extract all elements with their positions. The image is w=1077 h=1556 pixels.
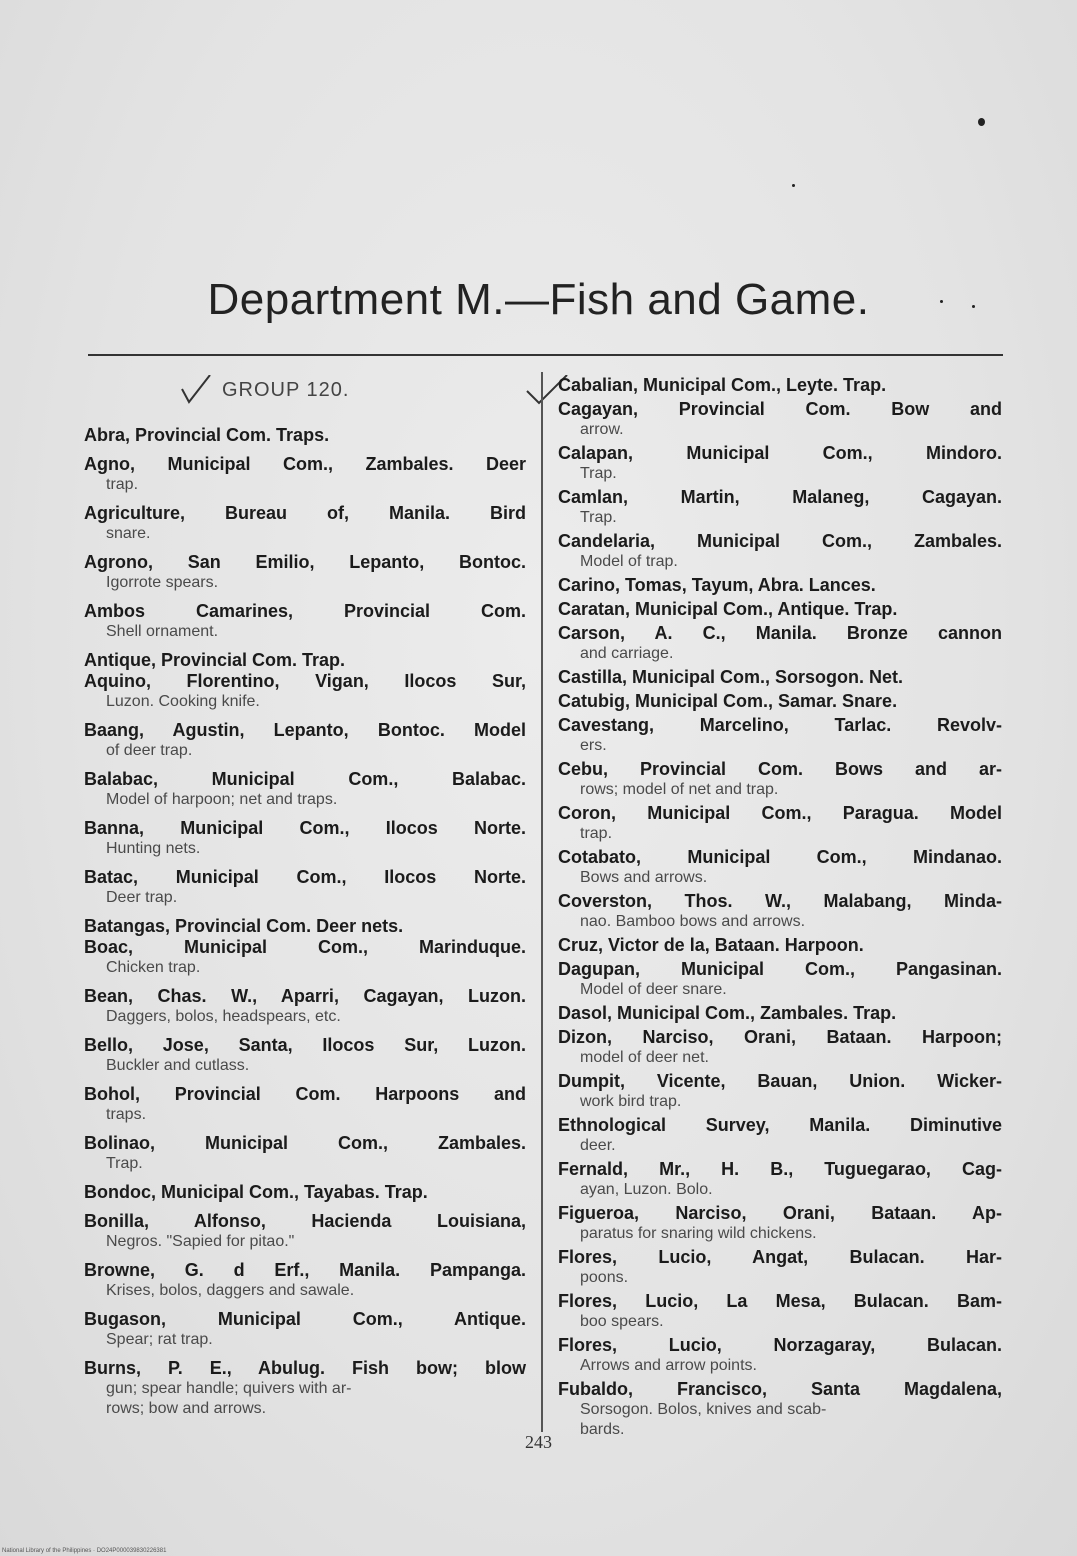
entry-description: deer.: [580, 1137, 616, 1154]
entry-heading: Coron, Municipal Com., Paragua. Model: [558, 803, 1002, 823]
entry-heading: Fubaldo, Francisco, Santa Magdalena,: [558, 1379, 1002, 1399]
right-column: [558, 375, 1002, 1443]
ink-speck: [940, 300, 943, 303]
catalog-entry: [558, 1291, 1002, 1332]
footer-note: National Library of the Philippines · DO24P000039830226381: [2, 1548, 167, 1554]
catalog-entry: [84, 552, 526, 593]
entry-heading: Cagayan, Provincial Com. Bow and: [558, 399, 1002, 419]
entry-description: Chicken trap.: [106, 959, 201, 976]
catalog-entry: [558, 715, 1002, 756]
entry-heading: Bondoc, Municipal Com., Tayabas. Trap.: [84, 1182, 428, 1202]
entry-heading: Dagupan, Municipal Com., Pangasinan.: [558, 959, 1002, 979]
catalog-entry: [558, 399, 1002, 440]
entry-description: traps.: [106, 1106, 147, 1123]
catalog-entry: [84, 769, 526, 810]
entry-description: Model of trap.: [580, 553, 678, 570]
catalog-entry: [558, 1071, 1002, 1112]
catalog-entry: [558, 1247, 1002, 1288]
entry-heading: Bonilla, Alfonso, Hacienda Louisiana,: [84, 1211, 526, 1231]
entry-heading: Dumpit, Vicente, Bauan, Union. Wicker-: [558, 1071, 1002, 1091]
catalog-entry: [558, 1027, 1002, 1068]
entry-description: model of deer net.: [580, 1049, 709, 1066]
entry-heading: Cavestang, Marcelino, Tarlac. Revolv-: [558, 715, 1002, 735]
catalog-entry: [84, 1133, 526, 1174]
ink-speck: [972, 305, 975, 308]
catalog-entry: [84, 1358, 526, 1419]
catalog-entry: [558, 1115, 1002, 1156]
entry-description: poons.: [580, 1269, 629, 1286]
catalog-entry: [558, 1159, 1002, 1200]
entry-description: work bird trap.: [580, 1093, 682, 1110]
catalog-entry: [84, 1309, 526, 1350]
entry-description: Arrows and arrow points.: [580, 1357, 757, 1374]
ink-speck: [978, 118, 985, 126]
entry-description: Bows and arrows.: [580, 869, 708, 886]
entry-description: of deer trap.: [106, 742, 193, 759]
catalog-entry: [84, 425, 526, 446]
catalog-entry: [558, 375, 1002, 396]
catalog-entry: [558, 1003, 1002, 1024]
entry-description: Spear; rat trap.: [106, 1331, 213, 1348]
entry-heading: Baang, Agustin, Lepanto, Bontoc. Model: [84, 720, 526, 740]
entry-heading: Agriculture, Bureau of, Manila. Bird: [84, 503, 526, 523]
catalog-entry: [558, 1379, 1002, 1440]
entry-description: Trap.: [580, 465, 617, 482]
column-divider: [541, 372, 543, 1432]
entry-heading: Dasol, Municipal Com., Zambales. Trap.: [558, 1003, 897, 1023]
catalog-entry: [558, 487, 1002, 528]
entry-description: Igorrote spears.: [106, 574, 219, 591]
catalog-entry: [84, 1182, 526, 1203]
catalog-entry: [558, 531, 1002, 572]
entry-heading: Ethnological Survey, Manila. Diminutive: [558, 1115, 1002, 1135]
entry-heading: Flores, Lucio, Norzagaray, Bulacan.: [558, 1335, 1002, 1355]
entry-description: Sorsogon. Bolos, knives and scab-: [580, 1401, 827, 1418]
entry-heading: Carson, A. C., Manila. Bronze cannon: [558, 623, 1002, 643]
entry-heading: Browne, G. d Erf., Manila. Pampanga.: [84, 1260, 526, 1280]
entry-description: Negros. "Sapied for pitao.": [106, 1233, 295, 1250]
catalog-entry: [84, 1211, 526, 1252]
checkmark-icon: [180, 375, 220, 407]
group-heading: GROUP 120.: [222, 379, 350, 401]
entry-description: nao. Bamboo bows and arrows.: [580, 913, 806, 930]
entry-description: paratus for snaring wild chickens.: [580, 1225, 817, 1242]
entry-heading: Castilla, Municipal Com., Sorsogon. Net.: [558, 667, 904, 687]
entry-heading: Bugason, Municipal Com., Antique.: [84, 1309, 526, 1329]
entry-description: and carriage.: [580, 645, 674, 662]
entry-heading: Burns, P. E., Abulug. Fish bow; blow: [84, 1358, 526, 1378]
entry-heading: Coverston, Thos. W., Malabang, Minda-: [558, 891, 1002, 911]
entry-heading: Caratan, Municipal Com., Antique. Trap.: [558, 599, 898, 619]
page-title: Department M.—Fish and Game.: [207, 275, 870, 324]
title-rule: [88, 354, 1003, 356]
entry-description: Model of harpoon; net and traps.: [106, 791, 338, 808]
entry-description: Krises, bolos, daggers and sawale.: [106, 1282, 355, 1299]
catalog-entry: [84, 818, 526, 859]
catalog-entry: [558, 623, 1002, 664]
catalog-entry: [84, 986, 526, 1027]
entry-heading: Cruz, Victor de la, Bataan. Harpoon.: [558, 935, 864, 955]
catalog-entry: [558, 891, 1002, 932]
catalog-entry: [84, 916, 526, 937]
entry-heading: Calapan, Municipal Com., Mindoro.: [558, 443, 1002, 463]
entry-description: rows; model of net and trap.: [580, 781, 779, 798]
entry-heading: Bohol, Provincial Com. Harpoons and: [84, 1084, 526, 1104]
entry-heading: Dizon, Narciso, Orani, Bataan. Harpoon;: [558, 1027, 1002, 1047]
entry-heading: Candelaria, Municipal Com., Zambales.: [558, 531, 1002, 551]
catalog-entry: [558, 575, 1002, 596]
entry-description: snare.: [106, 525, 151, 542]
catalog-entry: [84, 601, 526, 642]
entry-heading: Flores, Lucio, Angat, Bulacan. Har-: [558, 1247, 1002, 1267]
entry-description: Daggers, bolos, headspears, etc.: [106, 1008, 341, 1025]
entry-heading: Balabac, Municipal Com., Balabac.: [84, 769, 526, 789]
entry-description: rows; bow and arrows.: [106, 1400, 267, 1417]
entry-heading: Antique, Provincial Com. Trap.: [84, 650, 346, 670]
entry-heading: Cabalian, Municipal Com., Leyte. Trap.: [558, 375, 887, 395]
entry-heading: Bolinao, Municipal Com., Zambales.: [84, 1133, 526, 1153]
entry-description: Trap.: [106, 1155, 143, 1172]
catalog-entry: [84, 720, 526, 761]
entry-description: Trap.: [580, 509, 617, 526]
entry-description: boo spears.: [580, 1313, 664, 1330]
catalog-entry: [558, 1335, 1002, 1376]
catalog-entry: [558, 959, 1002, 1000]
entry-description: ers.: [580, 737, 607, 754]
entry-heading: Agno, Municipal Com., Zambales. Deer: [84, 454, 526, 474]
entry-heading: Cebu, Provincial Com. Bows and ar-: [558, 759, 1002, 779]
entry-heading: Aquino, Florentino, Vigan, Ilocos Sur,: [84, 671, 526, 691]
entry-heading: Batac, Municipal Com., Ilocos Norte.: [84, 867, 526, 887]
entry-heading: Ambos Camarines, Provincial Com.: [84, 601, 526, 621]
catalog-entry: [558, 935, 1002, 956]
entry-heading: Figueroa, Narciso, Orani, Bataan. Ap-: [558, 1203, 1002, 1223]
entry-description: Deer trap.: [106, 889, 178, 906]
entry-heading: Bello, Jose, Santa, Ilocos Sur, Luzon.: [84, 1035, 526, 1055]
entry-description: Buckler and cutlass.: [106, 1057, 250, 1074]
entry-heading: Cotabato, Municipal Com., Mindanao.: [558, 847, 1002, 867]
entry-description: bards.: [580, 1421, 625, 1438]
entry-description: trap.: [580, 825, 613, 842]
catalog-entry: [558, 443, 1002, 484]
entry-heading: Carino, Tomas, Tayum, Abra. Lances.: [558, 575, 876, 595]
entry-description: arrow.: [580, 421, 624, 438]
catalog-entry: [84, 650, 526, 671]
entry-heading: Bean, Chas. W., Aparri, Cagayan, Luzon.: [84, 986, 526, 1006]
entry-heading: Catubig, Municipal Com., Samar. Snare.: [558, 691, 898, 711]
entry-description: Shell ornament.: [106, 623, 219, 640]
page-number: 243: [525, 1432, 552, 1452]
catalog-entry: [84, 454, 526, 495]
entry-description: gun; spear handle; quivers with ar-: [106, 1380, 352, 1397]
catalog-entry: [84, 503, 526, 544]
catalog-entry: [558, 691, 1002, 712]
catalog-entry: [84, 867, 526, 908]
catalog-entry: [558, 803, 1002, 844]
catalog-entry: [558, 847, 1002, 888]
entry-heading: Flores, Lucio, La Mesa, Bulacan. Bam-: [558, 1291, 1002, 1311]
entry-description: Hunting nets.: [106, 840, 201, 857]
catalog-entry: [558, 759, 1002, 800]
ink-speck: [792, 184, 795, 187]
entry-heading: Banna, Municipal Com., Ilocos Norte.: [84, 818, 526, 838]
entry-heading: Agrono, San Emilio, Lepanto, Bontoc.: [84, 552, 526, 572]
catalog-entry: [84, 1084, 526, 1125]
entry-heading: Fernald, Mr., H. B., Tuguegarao, Cag-: [558, 1159, 1002, 1179]
catalog-entry: [558, 667, 1002, 688]
entry-heading: Abra, Provincial Com. Traps.: [84, 425, 330, 445]
entry-description: ayan, Luzon. Bolo.: [580, 1181, 713, 1198]
catalog-entry: [84, 671, 526, 712]
catalog-entry: [84, 937, 526, 978]
entry-heading: Batangas, Provincial Com. Deer nets.: [84, 916, 404, 936]
left-column: [84, 425, 526, 1427]
entry-description: trap.: [106, 476, 139, 493]
catalog-entry: [558, 1203, 1002, 1244]
catalog-entry: [84, 1035, 526, 1076]
entry-heading: Boac, Municipal Com., Marinduque.: [84, 937, 526, 957]
entry-description: Model of deer snare.: [580, 981, 727, 998]
catalog-entry: [558, 599, 1002, 620]
catalog-entry: [84, 1260, 526, 1301]
entry-heading: Camlan, Martin, Malaneg, Cagayan.: [558, 487, 1002, 507]
entry-description: Luzon. Cooking knife.: [106, 693, 260, 710]
